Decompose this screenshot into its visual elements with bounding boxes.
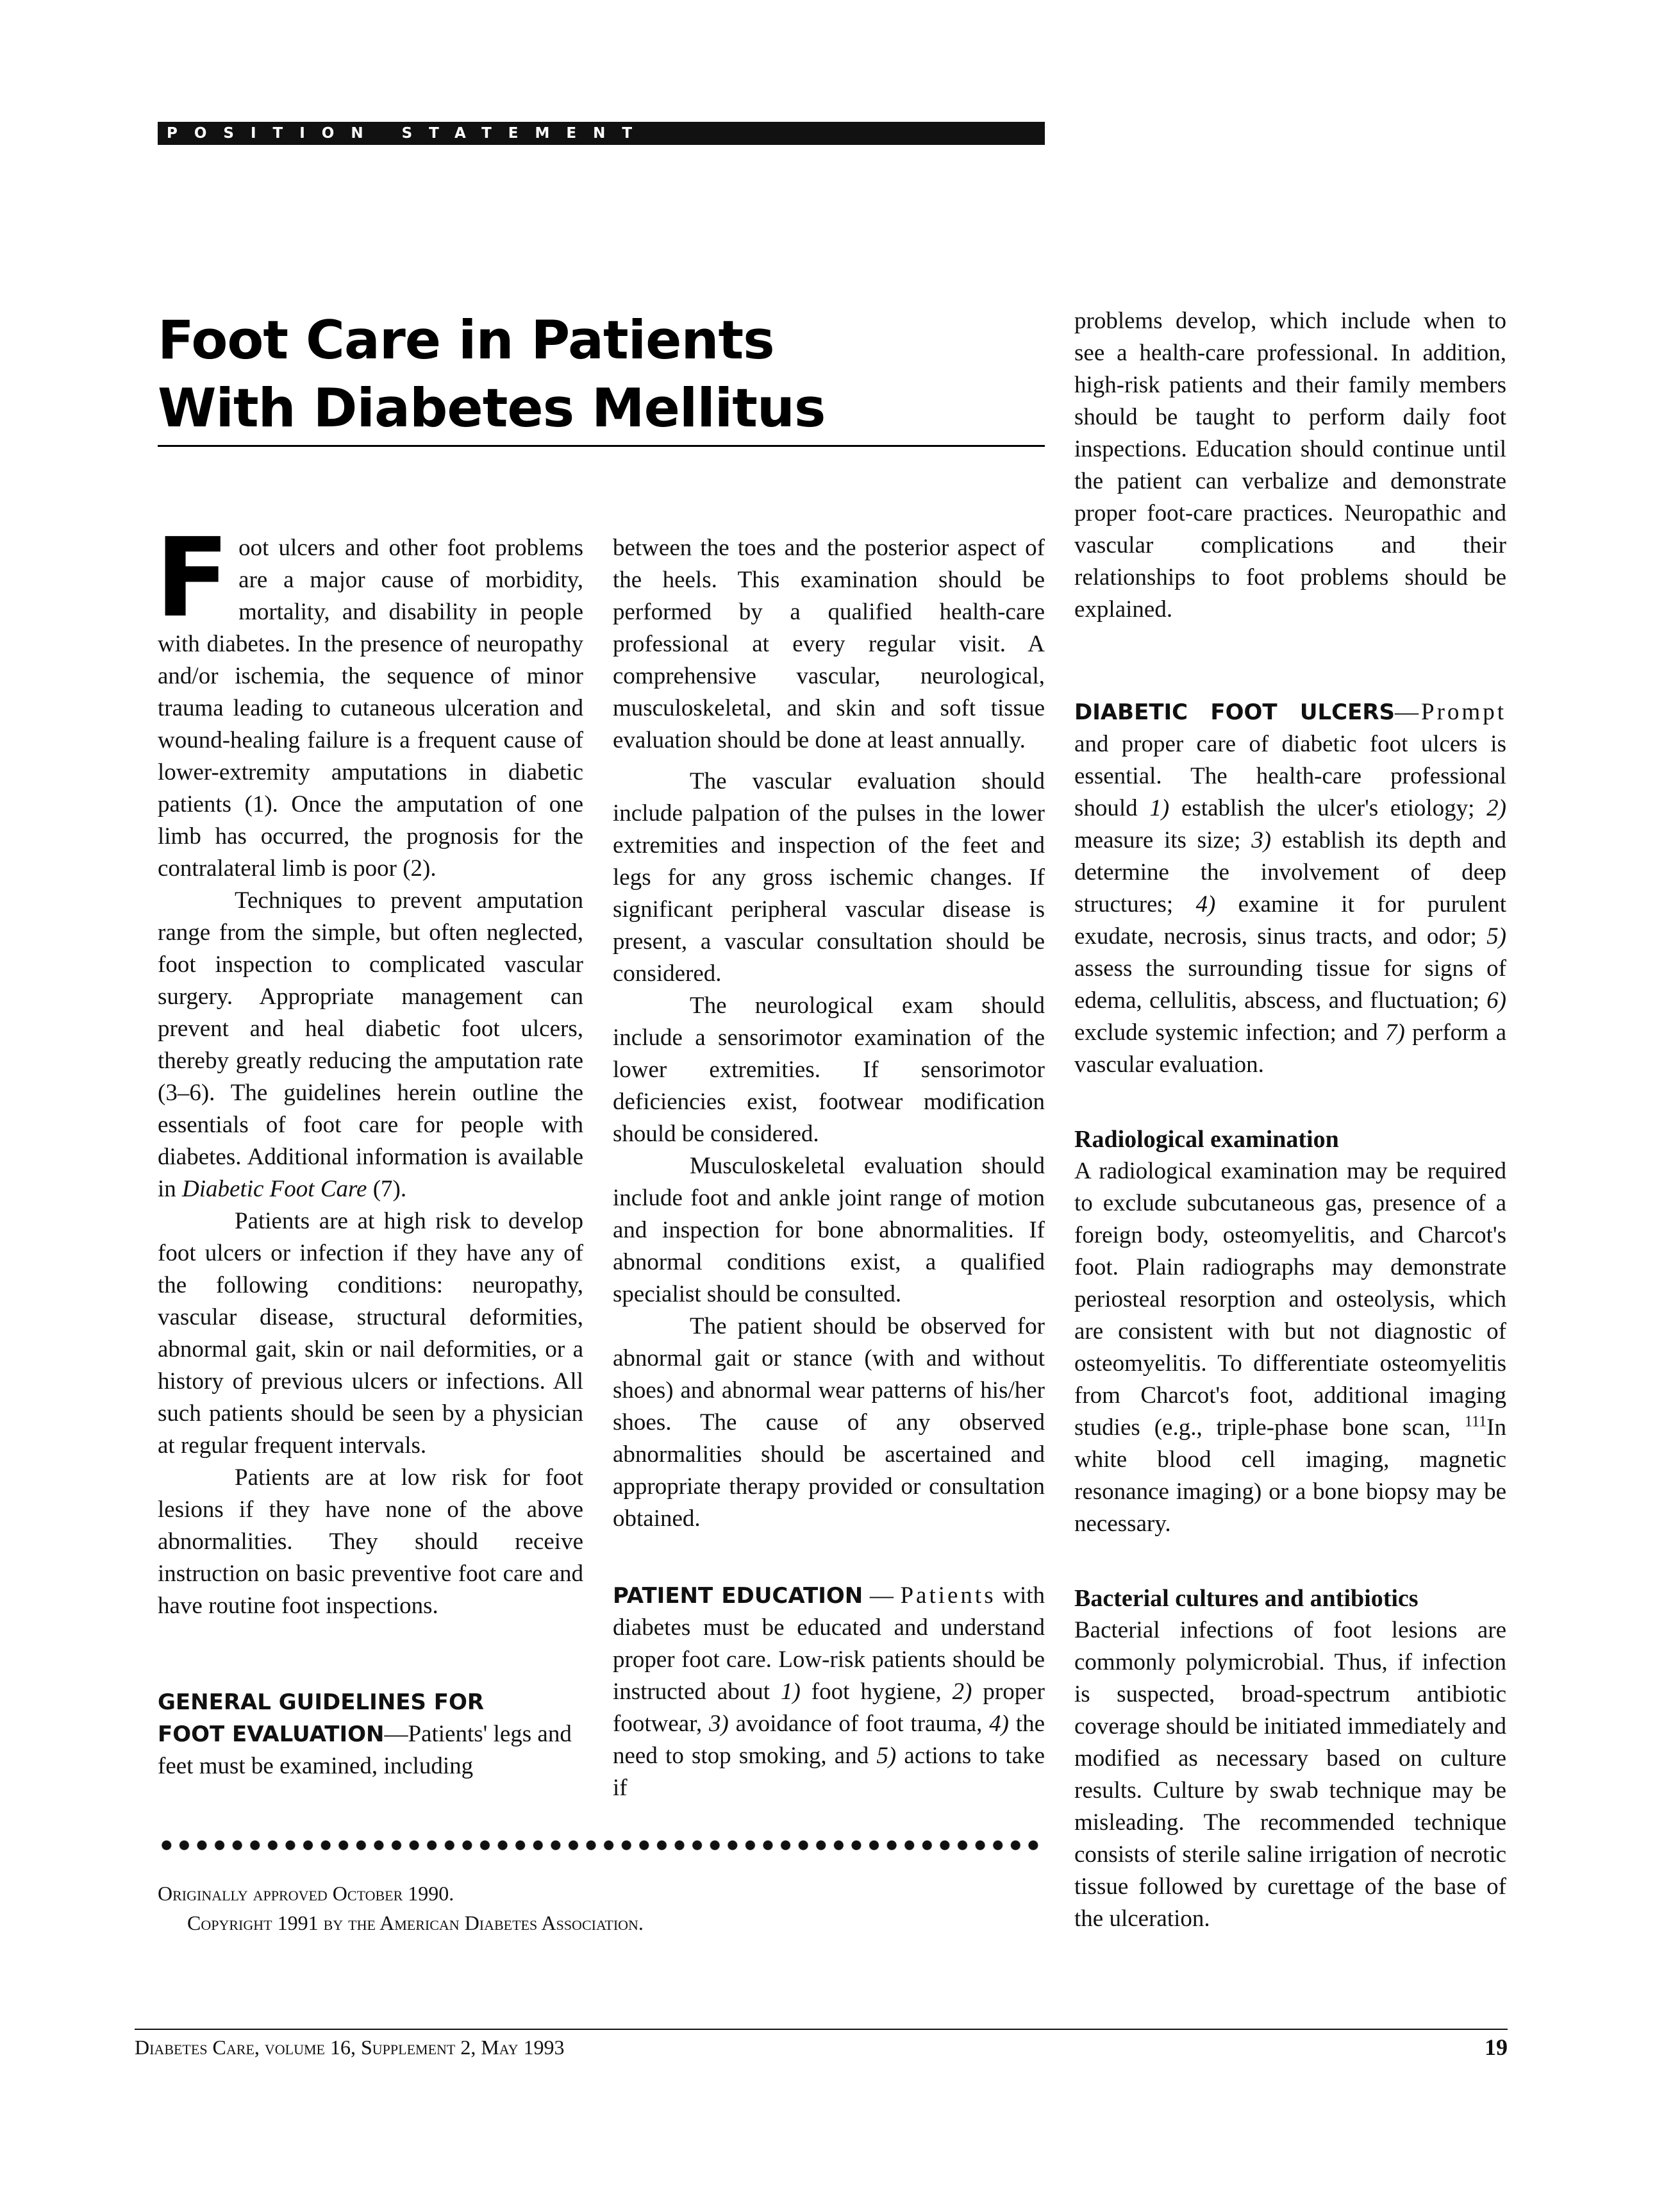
dotted-separator [158,1838,1045,1853]
text: avoidance of foot trauma, [728,1711,990,1737]
banner-label: POSITION STATEMENT [167,125,649,142]
text: examine it for purulent exudate, necrosis, sinus tracts, and odor; [1074,891,1506,950]
list-number: 5) [876,1743,897,1769]
paragraph [1074,1155,1506,1540]
approval-note: Originally approved October 1990. [158,1882,454,1905]
title-rule [158,445,1045,447]
text: In white blood cell imaging, magnetic resonance imaging) or a bone biopsy may be necessary. [1074,1414,1506,1537]
text: —Prompt [1395,699,1506,725]
list-number: 3) [709,1711,729,1737]
text: actions to take if [613,1743,1045,1801]
list-number: 4) [989,1711,1009,1737]
text: Techniques to prevent amputation range from the simple, but often neglected, foot inspection to complicated vascular surgery. Appropriate management can prevent and heal diabetic foot ulcers, thereby greatly reducing the amputation rate (3–6). The guidelines herein outline the essentials of foot care for people with diabetes. Additional information is available in [158,887,583,1202]
list-number: 5) [1486,923,1506,950]
list-number: 2) [1486,795,1506,821]
publication-notes [158,1879,644,1938]
section-heading-patient-education: PATIENT EDUCATION [613,1583,863,1609]
subheading-bacterial: Bacterial cultures and antibiotics [1074,1585,1419,1612]
text: measure its size; [1074,827,1252,853]
article-title [158,306,825,442]
list-number: 7) [1385,1019,1405,1046]
section-heading-general: GENERAL GUIDELINES FOR [158,1689,485,1715]
list-number: 1) [781,1679,801,1705]
spacer [1074,1081,1506,1123]
subheading-radiological: Radiological examination [1074,1126,1339,1153]
drop-cap: F [155,515,230,642]
paragraph: Patients are at low risk for foot lesions if they have none of the above abnormalities. They should receive instruction on basic preventive foot care and have routine foot inspections. [158,1464,583,1619]
paragraph: The vascular evaluation should include palpation of the pulses in the lower extremities and inspection of the feet and legs for any gross ischemic changes. If significant peripheral vascular disease is present, a vascular consultation should be considered. [613,768,1045,987]
journal-citation: Diabetes Care, volume 16, Supplement 2, May 1993 [135,2036,565,2059]
paragraph: Bacterial infections of foot lesions are commonly polymicrobial. Thus, if infection is suspected, broad-spectrum antibiotic coverage should be initiated immediately and modified as necessary based on culture results. Culture by swab technique may be misleading. The recommended technique consists of sterile saline irrigation of necrotic tissue followed by curettage of the base of the ulceration. [1074,1617,1506,1932]
section-banner [158,122,1045,145]
text: A radiological examination may be required to exclude subcutaneous gas, presence of a foreign body, osteomyelitis, and Charcot's foot. Plain radiographs may demonstrate periosteal resorption and osteolysis, which are consistent with but not diagnostic of osteomyelitis. To differentiate osteomyelitis from Charcot's foot, additional imaging studies (e.g., triple-phase bone scan, [1074,1158,1506,1441]
text: Patients [900,1582,996,1609]
spacer [613,1535,1045,1580]
intro-text: oot ulcers and other foot problems are a major cause of morbidity, mortality, and disability in people with diabetes. In the presence of neuropathy and/or ischemia, the sequence of minor trauma leading to cutaneous ulceration and wound-healing failure is a frequent cause of lower-extremity amputations in diabetic patients (1). Once the amputation of one limb has occurred, the prognosis for the contralateral limb is poor (2). [158,535,583,882]
copyright-note: Copyright 1991 by the American Diabetes Association. [187,1911,644,1934]
spacer [158,1622,583,1686]
list-number: 1) [1149,795,1170,821]
text: (7). [367,1176,407,1202]
list-number: 4) [1195,891,1216,917]
title-line-1: Foot Care in Patients [158,309,774,371]
text: exclude systemic infection; and [1074,1019,1385,1046]
section-heading-foot-evaluation: FOOT EVALUATION [158,1722,385,1747]
spacer [1074,1540,1506,1582]
paragraph [158,885,583,1205]
page-number: 19 [1485,2034,1508,2060]
text: assess the surrounding tissue for signs of edema, cellulitis, abscess, and fluctuation; [1074,955,1506,1014]
text: establish its depth and determine the involvement of deep structures; [1074,827,1506,917]
text: foot hygiene, [800,1679,953,1705]
text: perform a vascular evaluation. [1074,1019,1506,1078]
spacer [613,757,1045,766]
section-paragraph [158,1686,583,1782]
paragraph: problems develop, which include when to see a health-care professional. In addition, high-risk patients and their family members should be taught to perform daily foot inspections. Education should continue until the patient can verbalize and demonstrate proper foot-care practices. Neuropathic and vascular complications and their relationships to foot problems should be explained. [1074,308,1506,623]
text: and proper care of diabetic foot ulcers is essential. The health-care professional should [1074,731,1506,821]
list-number: 2) [952,1679,972,1705]
book-title: Diabetic Foot Care [182,1176,367,1202]
paragraph: between the toes and the posterior aspect of the heels. This examination should be performed by a qualified health-care professional at every regular visit. A comprehensive vascular, neurological, musculoskeletal, and skin and soft tissue evaluation should be done at least annually. [613,535,1045,753]
section-paragraph [613,1580,1045,1804]
paragraph: The patient should be observed for abnormal gait or stance (with and without shoes) and abnormal wear patterns of his/her shoes. The cause of any observed abnormalities should be ascertained and appropriate therapy provided or consultation obtained. [613,1313,1045,1532]
paragraph: The neurological exam should include a sensorimotor examination of the lower extremities. If sensorimotor deficiencies exist, footwear modification should be considered. [613,993,1045,1147]
list-number: 3) [1251,827,1272,853]
text: with diabetes must be educated and understand proper foot care. Low-risk patients should be instructed about [613,1582,1045,1705]
column-3 [1074,305,1506,1935]
section-paragraph [1074,696,1506,1081]
column-1 [155,515,583,1782]
text: proper footwear, [613,1679,1045,1737]
text: the need to stop smoking, and [613,1711,1045,1769]
text: establish the ulcer's etiology; [1169,795,1487,821]
section-heading-diabetic-foot-ulcers: DIABETIC FOOT ULCERS [1074,700,1395,725]
intro-paragraph [155,515,583,885]
paragraph: Patients are at high risk to develop foot ulcers or infection if they have any of the following conditions: neuropathy, vascular disease, structural deformities, abnormal gait, skin or nail deformities, or a history of previous ulcers or infections. All such patients should be seen by a physician at regular frequent intervals. [158,1208,583,1459]
list-number: 6) [1486,987,1506,1014]
column-2 [613,532,1045,1804]
superscript: 111 [1464,1413,1487,1430]
title-line-2: With Diabetes Mellitus [158,377,826,439]
paragraph: Musculoskeletal evaluation should include foot and ankle joint range of motion and inspection for bone abnormalities. If abnormal conditions exist, a qualified specialist should be consulted. [613,1153,1045,1307]
spacer [1074,626,1506,696]
footer-rule [135,2029,1508,2030]
text: —Patients' legs and feet must be examined, including [158,1721,572,1779]
text: — [863,1582,901,1609]
